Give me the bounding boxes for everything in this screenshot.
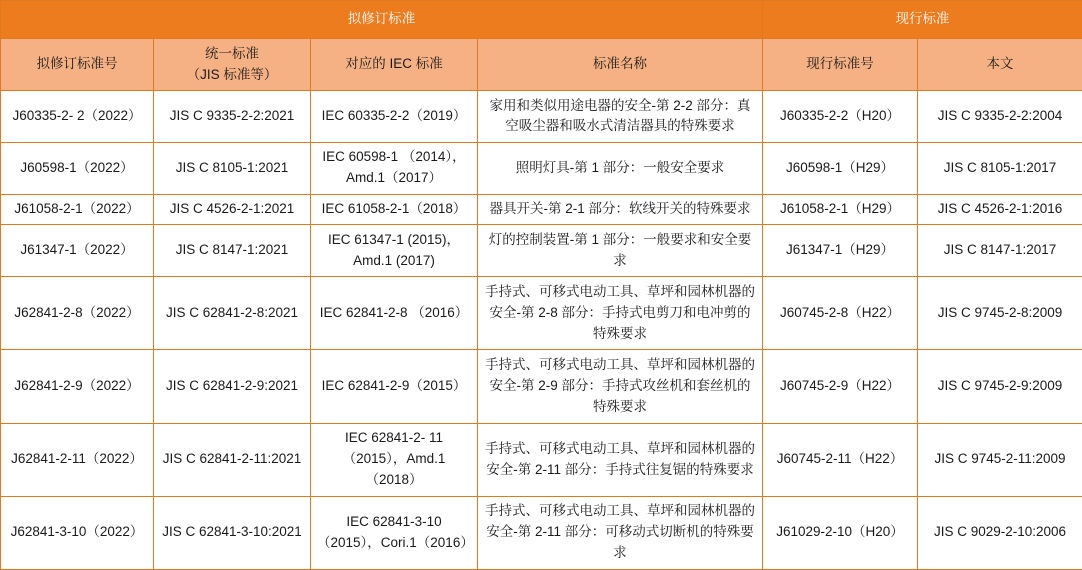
cell-proposed-no: J61347-1（2022） (1, 225, 154, 277)
cell-jis: JIS C 4526-2-1:2021 (154, 194, 311, 225)
cell-current-no: J60745-2-11（H22） (763, 423, 918, 496)
cell-text: JIS C 9335-2-2:2004 (918, 91, 1082, 143)
cell-name: 家用和类似用途电器的安全-第 2-2 部分：真空吸尘器和吸水式清洁器具的特殊要求 (478, 91, 763, 143)
cell-current-no: J60598-1（H29） (763, 142, 918, 194)
column-header-iec: 对应的 IEC 标准 (311, 39, 478, 91)
cell-proposed-no: J60598‐1（2022） (1, 142, 154, 194)
cell-iec: IEC 61058-2-1（2018） (311, 194, 478, 225)
cell-proposed-no: J62841-2-9（2022） (1, 350, 154, 423)
cell-name: 手持式、可移式电动工具、草坪和园林机器的安全-第 2-9 部分：手持式攻丝机和套丝机的特殊要求 (478, 350, 763, 423)
cell-jis: JIS C 62841-2-9:2021 (154, 350, 311, 423)
column-header-text: 本文 (918, 39, 1082, 91)
cell-jis: JIS C 8105‐1:2021 (154, 142, 311, 194)
cell-text: JIS C 8105-1:2017 (918, 142, 1082, 194)
table-row (1, 91, 1082, 143)
cell-iec: IEC 60335-2-2（2019） (311, 91, 478, 143)
group-header-current: 现行标准 (763, 1, 1082, 39)
table-row (1, 194, 1082, 225)
cell-proposed-no: J60335-2- 2（2022） (1, 91, 154, 143)
cell-name: 手持式、可移式电动工具、草坪和园林机器的安全-第 2-11 部分：可移动式切断机的特殊要求 (478, 496, 763, 569)
table-row (1, 225, 1082, 277)
table-group-header-row (1, 1, 1082, 39)
cell-text: JIS C 9029-2-10:2006 (918, 496, 1082, 569)
cell-iec: IEC 62841-2- 11（2015），Amd.1 （2018） (311, 423, 478, 496)
table-row (1, 423, 1082, 496)
group-header-proposed: 拟修订标准 (1, 1, 763, 39)
cell-jis: JIS C 62841-3-10:2021 (154, 496, 311, 569)
table-row (1, 142, 1082, 194)
cell-iec: IEC 61347-1 (2015)，Amd.1 (2017) (311, 225, 478, 277)
cell-proposed-no: J62841-3-10（2022） (1, 496, 154, 569)
cell-current-no: J60335-2-2（H20） (763, 91, 918, 143)
cell-name: 手持式、可移式电动工具、草坪和园林机器的安全-第 2-11 部分：手持式往复锯的特殊要求 (478, 423, 763, 496)
cell-proposed-no: J62841-2-11（2022） (1, 423, 154, 496)
table-row (1, 277, 1082, 350)
cell-iec: IEC 62841-3-10（2015），Cori.1（2016） (311, 496, 478, 569)
cell-current-no: J61058-2-1（H29） (763, 194, 918, 225)
cell-text: JIS C 4526-2-1:2016 (918, 194, 1082, 225)
cell-name: 照明灯具-第 1 部分：一般安全要求 (478, 142, 763, 194)
cell-jis: JIS C 62841-2-8:2021 (154, 277, 311, 350)
cell-current-no: J61029-2-10（H20） (763, 496, 918, 569)
cell-iec: IEC 62841-2-8 （2016） (311, 277, 478, 350)
column-header-proposed-no: 拟修订标准号 (1, 39, 154, 91)
table-row (1, 496, 1082, 569)
cell-jis: JIS C 62841-2-11:2021 (154, 423, 311, 496)
cell-text: JIS C 8147-1:2017 (918, 225, 1082, 277)
table-column-header-row (1, 39, 1082, 91)
cell-iec: IEC 60598-1 （2014），Amd.1（2017） (311, 142, 478, 194)
table-row (1, 350, 1082, 423)
column-header-jis-line1: 统一标准 (205, 45, 259, 61)
cell-current-no: J61347-1（H29） (763, 225, 918, 277)
cell-current-no: J60745-2-9（H22） (763, 350, 918, 423)
cell-text: JIS C 9745-2-9:2009 (918, 350, 1082, 423)
column-header-jis (154, 39, 311, 91)
cell-name: 灯的控制装置-第 1 部分：一般要求和安全要求 (478, 225, 763, 277)
column-header-name: 标准名称 (478, 39, 763, 91)
cell-name: 器具开关-第 2-1 部分：软线开关的特殊要求 (478, 194, 763, 225)
column-header-jis-line2: （JIS 标准等） (186, 66, 278, 82)
cell-proposed-no: J62841-2-8（2022） (1, 277, 154, 350)
cell-jis: JIS C 9335-2-2:2021 (154, 91, 311, 143)
cell-text: JIS C 9745-2-11:2009 (918, 423, 1082, 496)
cell-jis: JIS C 8147-1:2021 (154, 225, 311, 277)
cell-text: JIS C 9745-2-8:2009 (918, 277, 1082, 350)
cell-proposed-no: J61058-2-1（2022） (1, 194, 154, 225)
cell-name: 手持式、可移式电动工具、草坪和园林机器的安全-第 2-8 部分：手持式电剪刀和电冲剪的特殊要求 (478, 277, 763, 350)
cell-iec: IEC 62841-2-9（2015） (311, 350, 478, 423)
column-header-current-no: 现行标准号 (763, 39, 918, 91)
cell-current-no: J60745-2-8（H22） (763, 277, 918, 350)
